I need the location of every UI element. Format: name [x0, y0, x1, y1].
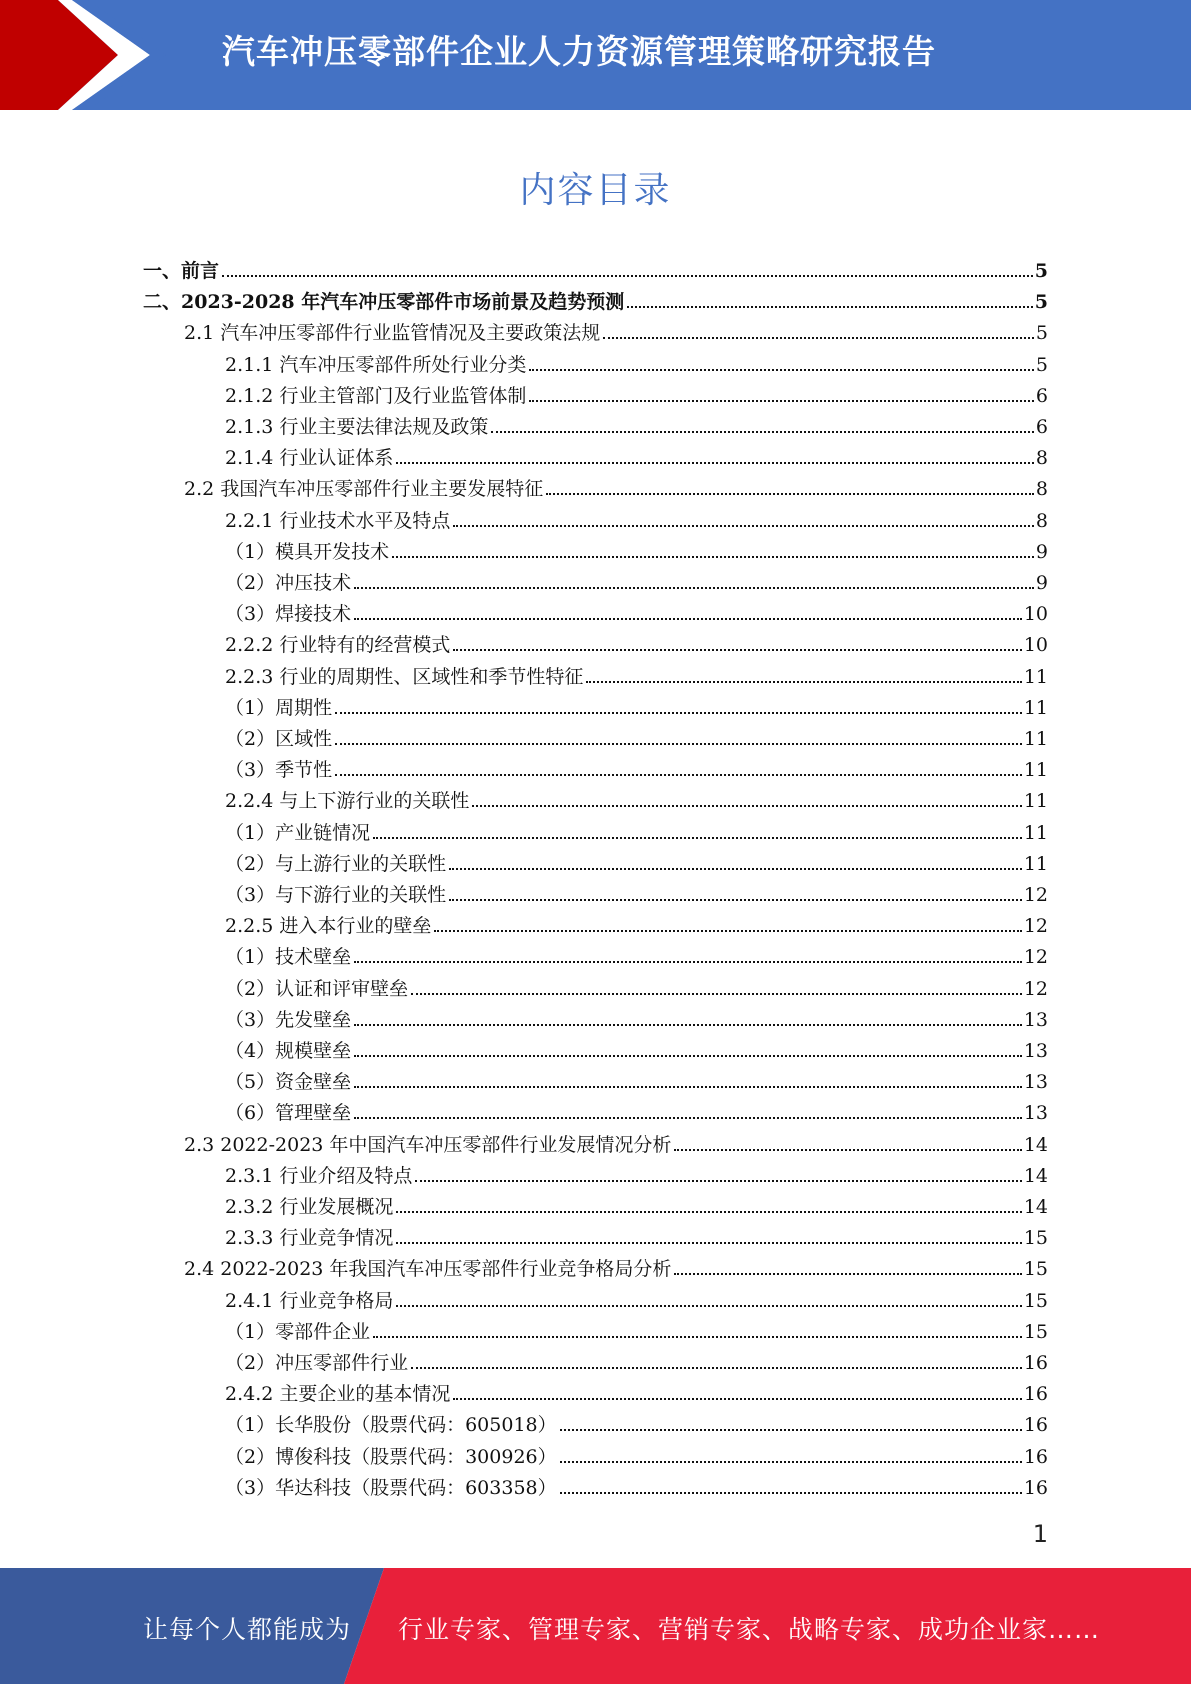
toc-entry-label: （4）规模壁垒 [225, 1040, 352, 1062]
header-banner [0, 0, 1191, 110]
toc-dot-leader [396, 1211, 1021, 1213]
toc-entry-page: 11 [1023, 728, 1048, 750]
toc-dot-leader [453, 1398, 1021, 1400]
toc-entry-page: 12 [1023, 884, 1048, 906]
toc-entry[interactable] [143, 254, 1048, 282]
toc-dot-leader [603, 337, 1034, 339]
toc-dot-leader [627, 306, 1033, 308]
toc-entry[interactable] [184, 472, 1048, 500]
toc-dot-leader [396, 462, 1034, 464]
toc-entry[interactable] [225, 847, 1048, 875]
toc-dot-leader [354, 1055, 1022, 1057]
toc-entry-label: （2）区域性 [225, 728, 333, 750]
toc-dot-leader [354, 961, 1022, 963]
toc-entry[interactable] [225, 1408, 1048, 1436]
toc-dot-leader [335, 712, 1022, 714]
toc-entry[interactable] [225, 504, 1048, 532]
toc-dot-leader [354, 618, 1022, 620]
toc-entry-label: （1）产业链情况 [225, 821, 371, 844]
footer-slogan-right: 行业专家、管理专家、营销专家、战略专家、成功企业家…… [398, 1615, 1101, 1644]
toc-entry-label: 2.1.4 行业认证体系 [225, 447, 394, 470]
toc-dot-leader [674, 1273, 1021, 1275]
toc-entry[interactable] [225, 441, 1048, 469]
toc-entry-label: （2）认证和评审壁垒 [225, 977, 409, 1000]
toc-entry-label: 2.2.5 进入本行业的壁垒 [225, 915, 432, 938]
toc-entry-page: 13 [1023, 1102, 1048, 1125]
toc-entry-page: 13 [1023, 1040, 1048, 1062]
toc-dot-leader [354, 587, 1034, 589]
toc-dot-leader [491, 431, 1034, 433]
toc-entry-page: 11 [1023, 821, 1048, 844]
toc-entry[interactable] [225, 1003, 1048, 1031]
toc-entry-label: 2.1.3 行业主要法律法规及政策 [225, 416, 489, 438]
toc-entry[interactable] [225, 379, 1048, 407]
toc-entry-page: 14 [1023, 1164, 1048, 1187]
toc-entry-page: 12 [1023, 915, 1048, 938]
toc-entry-label: 2.4.1 行业竞争格局 [225, 1289, 394, 1312]
toc-entry[interactable] [225, 1440, 1048, 1468]
toc-entry[interactable] [184, 1128, 1048, 1156]
toc-entry-label: 2.1.1 汽车冲压零部件所处行业分类 [225, 353, 527, 376]
toc-entry-label: 2.3 2022-2023 年中国汽车冲压零部件行业发展情况分析 [184, 1133, 672, 1156]
toc-dot-leader [411, 1367, 1022, 1369]
toc-entry-label: （3）与下游行业的关联性 [225, 884, 447, 906]
toc-entry-page: 5 [1035, 322, 1048, 345]
toc-entry-label: （1）周期性 [225, 696, 333, 719]
toc-entry-page: 10 [1023, 603, 1048, 626]
toc-entry-label: 2.2.3 行业的周期性、区域性和季节性特征 [225, 665, 584, 688]
toc-entry[interactable] [184, 1252, 1048, 1280]
toc-entry-page: 16 [1023, 1445, 1048, 1468]
toc-dot-leader [335, 743, 1022, 745]
toc-entry-label: （5）资金壁垒 [225, 1071, 352, 1094]
toc-entry[interactable] [225, 972, 1048, 1000]
toc-entry-page: 11 [1023, 790, 1048, 813]
toc-entry[interactable] [225, 410, 1048, 438]
toc-dot-leader [354, 1024, 1022, 1026]
toc-entry[interactable] [225, 628, 1048, 656]
toc-dot-leader [373, 837, 1022, 839]
toc-entry-label: 2.2 我国汽车冲压零部件行业主要发展特征 [184, 478, 544, 501]
toc-dot-leader [560, 1492, 1022, 1494]
toc-entry[interactable] [225, 753, 1048, 781]
toc-entry-page: 9 [1035, 572, 1048, 594]
toc-dot-leader [434, 930, 1021, 932]
toc-entry[interactable] [225, 1190, 1048, 1218]
toc-entry[interactable] [225, 1346, 1048, 1374]
toc-entry-label: （3）季节性 [225, 759, 333, 782]
toc-entry[interactable] [225, 909, 1048, 937]
toc-entry-page: 6 [1035, 384, 1048, 407]
toc-entry-page: 11 [1023, 852, 1048, 875]
toc-entry[interactable] [225, 1065, 1048, 1093]
toc-entry-page: 9 [1035, 540, 1048, 563]
toc-entry-page: 11 [1023, 696, 1048, 719]
toc-entry-page: 16 [1023, 1352, 1048, 1374]
toc-entry-label: 2.2.4 与上下游行业的关联性 [225, 790, 470, 813]
toc-entry[interactable] [225, 722, 1048, 750]
toc-entry-label: （2）博俊科技（股票代码：300926） [225, 1445, 557, 1468]
toc-dot-leader [529, 369, 1034, 371]
page-number: 1 [1032, 1520, 1048, 1548]
toc-entry-page: 15 [1023, 1320, 1048, 1343]
report-title: 汽车冲压零部件企业人力资源管理策略研究报告 [222, 32, 936, 71]
toc-dot-leader [453, 525, 1034, 527]
toc-entry-label: （2）与上游行业的关联性 [225, 852, 447, 875]
toc-entry-label: （3）焊接技术 [225, 603, 352, 626]
toc-entry[interactable] [225, 1034, 1048, 1062]
toc-entry-label: 2.1 汽车冲压零部件行业监管情况及主要政策法规 [184, 322, 601, 345]
toc-entry[interactable] [225, 597, 1048, 625]
toc-entry-page: 8 [1035, 447, 1048, 470]
toc-entry[interactable] [225, 566, 1048, 594]
toc-entry-page: 16 [1023, 1414, 1048, 1437]
toc-dot-leader [373, 1336, 1022, 1338]
toc-dot-leader [411, 993, 1022, 995]
toc-entry-page: 15 [1023, 1227, 1048, 1250]
toc-entry-page: 6 [1035, 416, 1048, 438]
toc-entry[interactable] [225, 1471, 1048, 1499]
toc-heading: 内容目录 [519, 170, 672, 211]
toc-entry-page: 11 [1023, 665, 1048, 688]
toc-dot-leader [529, 400, 1034, 402]
toc-entry[interactable] [225, 1284, 1048, 1312]
toc-dot-leader [396, 1305, 1021, 1307]
toc-entry-page: 5 [1035, 353, 1048, 376]
toc-entry-page: 8 [1035, 509, 1048, 532]
toc-entry-page: 5 [1034, 260, 1048, 282]
toc-entry[interactable] [225, 940, 1048, 968]
toc-entry-page: 13 [1023, 1008, 1048, 1031]
toc-entry[interactable] [225, 1221, 1048, 1249]
toc-entry[interactable] [225, 691, 1048, 719]
toc-dot-leader [392, 556, 1034, 558]
toc-entry-label: 2.4.2 主要企业的基本情况 [225, 1383, 451, 1406]
toc-entry-label: 2.3.3 行业竞争情况 [225, 1227, 394, 1250]
toc-dot-leader [222, 275, 1033, 277]
toc-entry-label: 2.1.2 行业主管部门及行业监管体制 [225, 384, 527, 407]
toc-entry-label: （2）冲压零部件行业 [225, 1352, 409, 1374]
toc-dot-leader [560, 1429, 1022, 1431]
toc-entry[interactable] [225, 660, 1048, 688]
toc-entry-page: 8 [1035, 478, 1048, 501]
toc-entry[interactable] [225, 1315, 1048, 1343]
toc-entry-label: （1）零部件企业 [225, 1320, 371, 1343]
toc-entry-page: 5 [1034, 291, 1048, 314]
toc-dot-leader [354, 1086, 1022, 1088]
toc-entry-page: 12 [1023, 946, 1048, 969]
toc-entry-page: 15 [1023, 1289, 1048, 1312]
toc-dot-leader [449, 899, 1022, 901]
footer-slogan-left: 让每个人都能成为 [143, 1615, 352, 1644]
toc-entry-page: 14 [1023, 1196, 1048, 1218]
toc-entry[interactable] [225, 348, 1048, 376]
toc-dot-leader [449, 868, 1022, 870]
toc-dot-leader [415, 1180, 1021, 1182]
toc-dot-leader [472, 805, 1021, 807]
toc-entry-label: （1）长华股份（股票代码：605018） [225, 1414, 557, 1437]
toc-entry-label: （3）华达科技（股票代码：603358） [225, 1476, 557, 1499]
toc-entry[interactable] [225, 1096, 1048, 1124]
toc-entry[interactable] [225, 1159, 1048, 1187]
toc-entry-label: 2.3.2 行业发展概况 [225, 1196, 394, 1218]
toc-entry-label: 一、前言 [143, 260, 220, 282]
toc-entry-label: （2）冲压技术 [225, 572, 352, 594]
toc-dot-leader [335, 774, 1022, 776]
toc-dot-leader [546, 493, 1034, 495]
toc-entry[interactable] [225, 784, 1048, 812]
toc-entry-page: 11 [1023, 759, 1048, 782]
toc-dot-leader [453, 649, 1021, 651]
footer-banner [0, 1568, 1191, 1684]
toc-entry-label: 2.3.1 行业介绍及特点 [225, 1164, 413, 1187]
toc-dot-leader [560, 1461, 1022, 1463]
toc-entry-page: 15 [1023, 1258, 1048, 1281]
toc-entry[interactable] [225, 878, 1048, 906]
toc-dot-leader [674, 1149, 1021, 1151]
toc-entry-label: 2.2.2 行业特有的经营模式 [225, 634, 451, 657]
toc-entry[interactable] [225, 535, 1048, 563]
toc-entry[interactable] [225, 1377, 1048, 1405]
toc-entry-label: 2.4 2022-2023 年我国汽车冲压零部件行业竞争格局分析 [184, 1258, 672, 1281]
toc-entry-label: （1）技术壁垒 [225, 946, 352, 969]
toc-entry-label: 2.2.1 行业技术水平及特点 [225, 509, 451, 532]
toc-entry-page: 13 [1023, 1071, 1048, 1094]
toc-entry[interactable] [225, 816, 1048, 844]
toc-dot-leader [586, 681, 1021, 683]
toc-dot-leader [354, 1117, 1022, 1119]
toc-entry[interactable] [184, 316, 1048, 344]
toc-entry-page: 16 [1023, 1383, 1048, 1406]
toc-entry-label: （3）先发壁垒 [225, 1008, 352, 1031]
toc-entry-page: 10 [1023, 634, 1048, 657]
toc-entry-page: 12 [1023, 977, 1048, 1000]
toc-entry[interactable] [143, 285, 1048, 313]
toc-entry-label: 二、2023-2028 年汽车冲压零部件市场前景及趋势预测 [143, 291, 625, 314]
toc-dot-leader [396, 1242, 1021, 1244]
toc-entry-label: （6）管理壁垒 [225, 1102, 352, 1125]
toc-entry-page: 16 [1023, 1476, 1048, 1499]
toc-entry-label: （1）模具开发技术 [225, 540, 390, 563]
toc-entry-page: 14 [1023, 1133, 1048, 1156]
